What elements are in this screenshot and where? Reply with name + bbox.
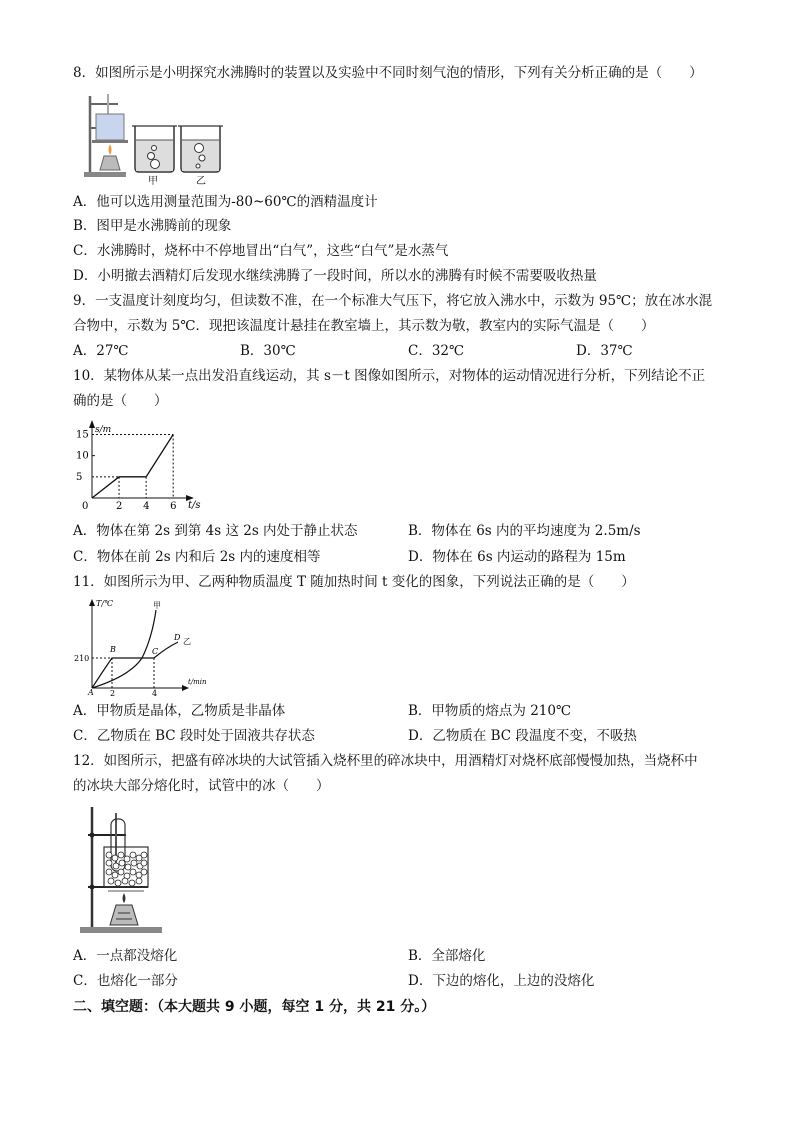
q8-stem: 8．如图所示是小明探究水沸腾时的装置以及实验中不同时刻气泡的情形，下列有关分析正确的是（ ） — [73, 65, 703, 81]
tt-x-label: t/min — [188, 678, 207, 686]
tt-graph-svg — [70, 596, 220, 696]
tt-series-jia-label: 甲 — [153, 601, 161, 610]
q9-option-b: B．30℃ — [240, 343, 296, 359]
tt-series-jia — [92, 610, 159, 688]
q12-option-a: A．一点都没熔化 — [73, 948, 178, 964]
fig-label-yi: 乙 — [196, 176, 206, 187]
q12-option-d: D．下边的熔化，上边的没熔化 — [408, 973, 595, 989]
q10-option-c: C．物体在前 2s 内和后 2s 内的速度相等 — [73, 549, 321, 565]
st-y-tick-5: 5 — [76, 471, 83, 483]
tt-x-tick-4: 4 — [152, 689, 158, 696]
q9-option-a: A．27℃ — [73, 343, 129, 359]
st-x-label: t/s — [188, 500, 201, 511]
tt-point-a: A — [88, 688, 94, 696]
tt-series-yi-label: 乙 — [183, 637, 191, 646]
tt-x-tick-2: 2 — [110, 689, 116, 696]
q11-stem: 11．如图所示为甲、乙两种物质温度 T 随加热时间 t 变化的图象，下列说法正确的是（ ） — [73, 574, 635, 590]
st-origin-label: 0 — [82, 501, 89, 512]
q12-option-b: B．全部熔化 — [408, 948, 486, 964]
q11-option-c: C．乙物质在 BC 段时处于固液共存状态 — [73, 728, 315, 744]
st-y-tick-15: 15 — [76, 429, 89, 441]
fig-label-jia: 甲 — [148, 176, 158, 187]
st-x-tick-6: 6 — [170, 501, 177, 512]
st-series-line — [92, 434, 173, 498]
q8-option-b: B．图甲是水沸腾前的现象 — [73, 218, 232, 234]
q8-option-a: A．他可以选用测量范围为-80~60℃的酒精温度计 — [73, 194, 378, 210]
section-2-heading: 二、填空题：（本大题共 9 小题，每空 1 分，共 21 分。） — [73, 999, 436, 1015]
tt-point-d: D — [174, 633, 181, 642]
tt-y-arrow — [89, 599, 95, 606]
st-x-tick-4: 4 — [143, 501, 150, 512]
q10-option-d: D．物体在 6s 内运动的路程为 15m — [408, 549, 626, 565]
q12-stem-line1: 12．如图所示，把盛有碎冰块的大试管插入烧杯里的碎冰块中，用酒精灯对烧杯底部慢慢加热，当烧杯中 — [73, 753, 698, 769]
q10-stem-line2: 确的是（ ） — [73, 393, 168, 409]
q9-stem-line1: 9．一支温度计刻度均匀，但读数不准，在一个标准大气压下，将它放入沸水中，示数为 95℃；放在冰水混 — [73, 293, 713, 309]
q10-option-a: A．物体在第 2s 到第 4s 这 2s 内处于静止状态 — [73, 523, 358, 539]
st-x-tick-2: 2 — [116, 501, 123, 512]
tt-y-tick-210: 210 — [74, 654, 90, 663]
q11-option-b: B．甲物质的熔点为 210℃ — [408, 703, 572, 719]
st-y-tick-10: 10 — [76, 450, 89, 462]
q12-stem-line2: 的冰块大部分熔化时，试管中的冰（ ） — [73, 778, 330, 794]
st-y-label: s/m — [95, 425, 112, 435]
q11-option-d: D．乙物质在 BC 段温度不变，不吸热 — [408, 728, 637, 744]
st-graph-svg — [70, 418, 230, 518]
q8-option-c: C．水沸腾时，烧杯中不停地冒出“白气”，这些“白气”是水蒸气 — [73, 243, 449, 259]
q12-option-c: C．也熔化一部分 — [73, 973, 178, 989]
tt-point-b: B — [110, 645, 116, 654]
st-graph-figure — [70, 418, 230, 522]
tt-point-c: C — [152, 647, 159, 656]
q9-option-d: D．37℃ — [576, 343, 633, 359]
q11-option-a: A．甲物质是晶体，乙物质是非晶体 — [73, 703, 286, 719]
boiling-apparatus-figure — [78, 92, 228, 188]
q9-option-c: C．32℃ — [408, 343, 465, 359]
q8-option-d: D．小明撤去酒精灯后发现水继续沸腾了一段时间，所以水的沸腾有时候不需要吸收热量 — [73, 268, 597, 284]
tt-series-yi — [92, 642, 178, 688]
q9-stem-line2: 合物中，示数为 5℃．现把该温度计悬挂在教室墙上，其示数为敬，教室内的实际气温是（ ） — [73, 318, 655, 334]
tt-graph-figure — [70, 596, 220, 700]
q10-stem-line1: 10．某物体从某一点出发沿直线运动，其 s－t 图像如图所示，对物体的运动情况进行分析，下列结论不正 — [73, 368, 706, 384]
ice-melting-apparatus-figure — [78, 805, 168, 939]
q10-option-b: B．物体在 6s 内的平均速度为 2.5m/s — [408, 523, 641, 539]
tt-y-label: T/℃ — [96, 599, 113, 608]
